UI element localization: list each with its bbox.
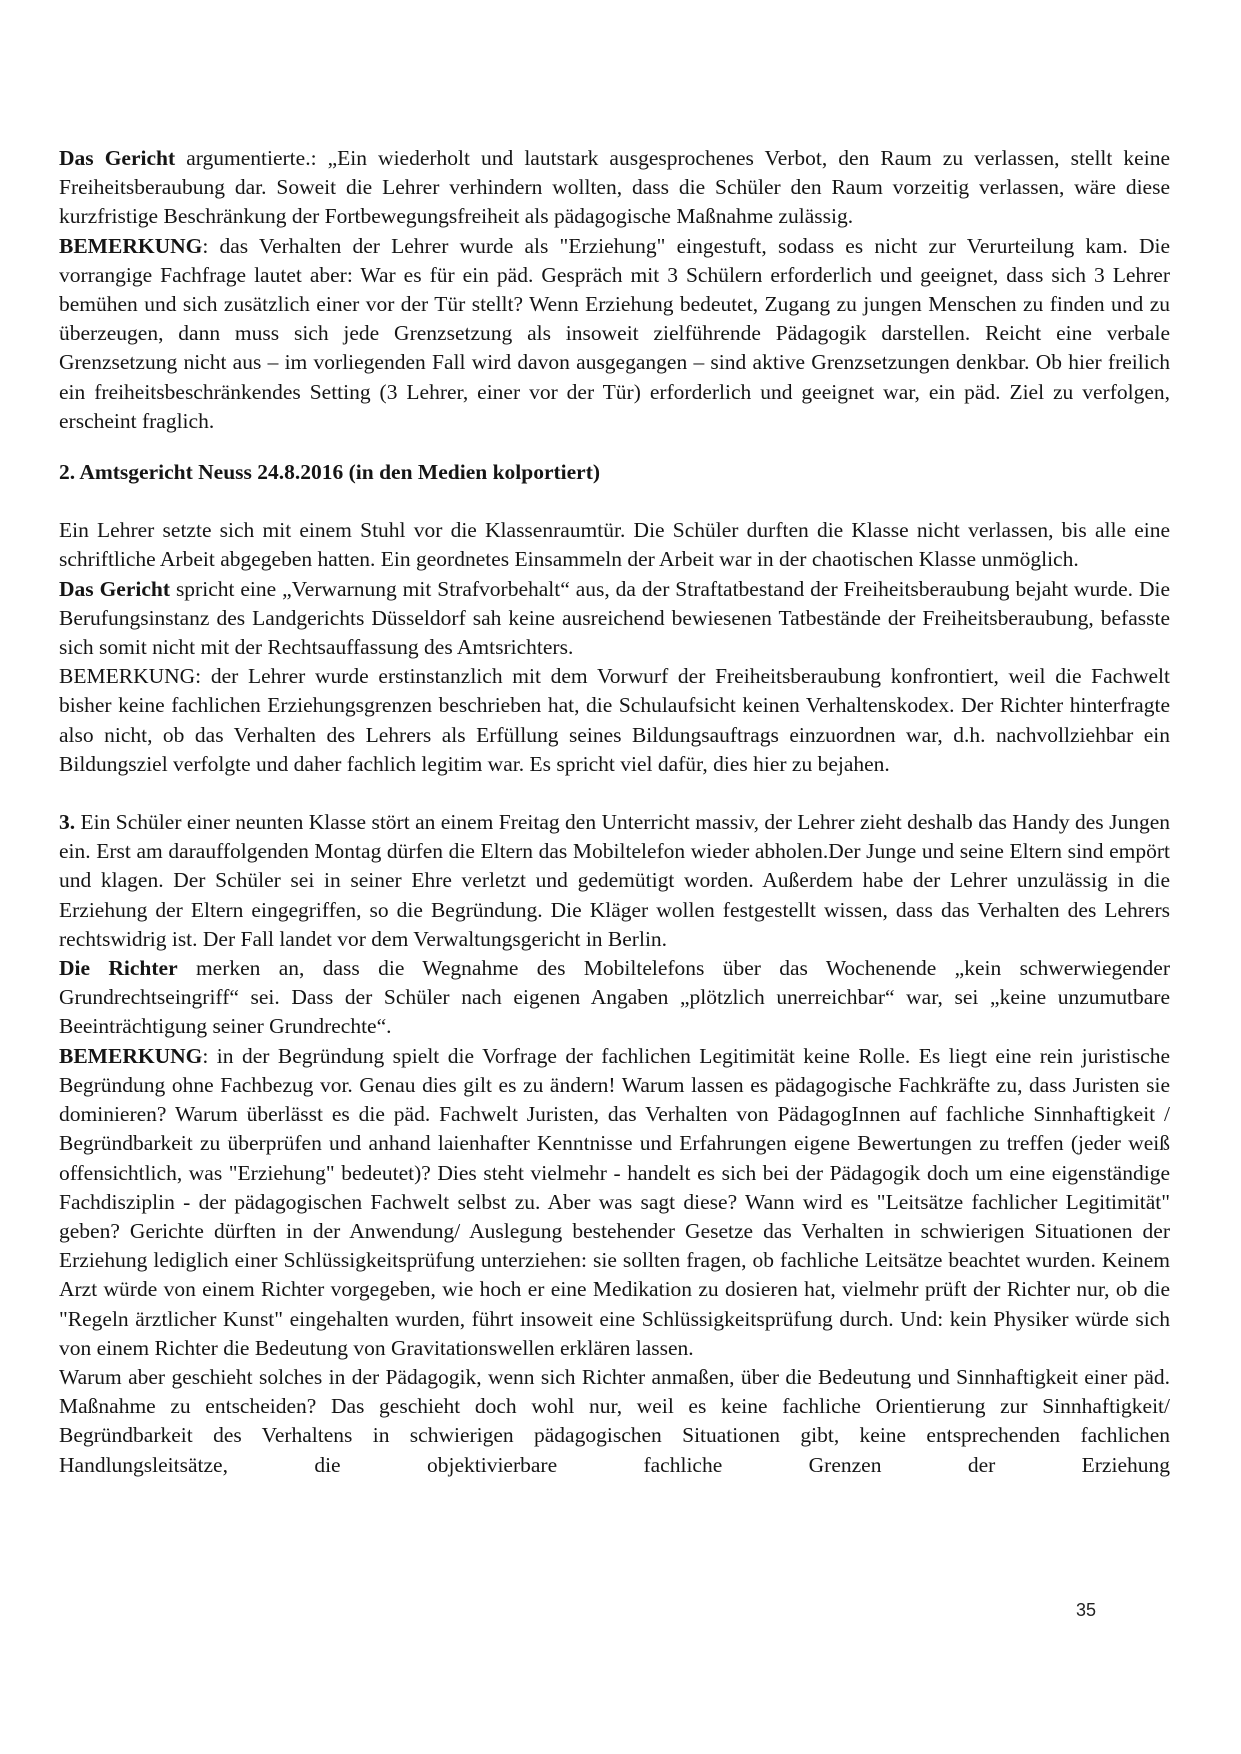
paragraph-text: Warum aber geschieht solches in der Pädagogik, wenn sich Richter anmaßen, über die Bedeutung und Sinnhaftigkeit einer päd. Maßnahme zu entscheiden? Das geschieht doch wohl nur, weil es keine fachliche Orientierung zur Sinnhaftigkeit/ Begründbarkeit des Verhaltens in schwierigen pädagogischen Situationen gibt, keine entsprechenden fachlichen Handlungsleitsätze, die objektivierbare fachliche Grenzen der Erziehung (59, 1364, 1170, 1477)
spacer (59, 436, 1170, 458)
paragraph-text: : in der Begründung spielt die Vorfrage der fachlichen Legitimität keine Rolle. Es liegt eine rein juristische Begründung ohne Fachbezug vor. Genau dies gilt es zu ändern! Warum lassen es pädagogische Fachkräfte zu, dass Juristen sie dominieren? Warum überlässt es die päd. Fachwelt Juristen, das Verhalten von PädagogInnen auf fachliche Sinnhaftigkeit / Begründbarkeit zu überprüfen und anhand laienhafter Kenntnisse und Erfahrungen eigene Bewertungen zu treffen (jeder weiß offensichtlich, was "Erziehung" bedeutet)? Dies steht vielmehr - handelt es sich bei der Pädagogik doch um eine eigenständige Fachdisziplin - der pädagogischen Fachwelt selbst zu. Aber was sagt diese? Wann wird es "Leitsätze fachlicher Legitimität" geben? Gerichte dürften in der Anwendung/ Auslegung bestehender Gesetze das Verhalten in schwierigen Situationen der Erziehung lediglich einer Schlüssigkeitsprüfung unterziehen: sie sollten fragen, ob fachliche Leitsätze beachtet wurden. Keinem Arzt würde von einem Richter vorgegeben, wie hoch er eine Medikation zu dosieren hat, vielmehr prüft der Richter nur, ob die "Regeln ärztlicher Kunst" eingehalten wurden, führt insoweit eine Schlüssigkeitsprüfung durch. Und: kein Physiker würde sich von einem Richter die Bedeutung von Gravitationswellen erklären lassen. (59, 1043, 1170, 1360)
paragraph-remark-1 (59, 232, 1170, 436)
case-number: 3. (59, 810, 76, 835)
paragraph-text: : das Verhalten der Lehrer wurde als "Erziehung" eingestuft, sodass es nicht zur Verurteilung kam. Die vorrangige Fachfrage lautet aber: War es für ein päd. Gespräch mit 3 Schülern erforderlich und geeignet, dass sich 3 Lehrer bemühen und sich zusätzlich einer vor der Tür stellt? Wenn Erziehung bedeutet, Zugang zu jungen Menschen zu finden und zu überzeugen, dann muss sich jede Grenzsetzung als insoweit zielführende Pädagogik darstellen. Reicht eine verbale Grenzsetzung nicht aus – im vorliegenden Fall wird davon ausgegangen – sind aktive Grenzsetzungen denkbar. Ob hier freilich ein freiheitsbeschränkendes Setting (3 Lehrer, einer vor der Tür) erforderlich und geeignet war, ein päd. Ziel zu verfolgen, erscheint fraglich. (59, 233, 1170, 433)
paragraph-judges-3 (59, 954, 1170, 1042)
paragraph-text: spricht eine „Verwarnung mit Strafvorbehalt“ aus, da der Straftatbestand der Freiheitsberaubung bejaht wurde. Die Berufungsinstanz des Landgerichts Düsseldorf sah keine ausreichend bewiesenen Tatbestände der Freiheitsberaubung, befasste sich somit nicht mit der Rechtsauffassung des Amtsrichters. (59, 576, 1170, 660)
paragraph-text: argumentierte.: „Ein wiederholt und lautstark ausgesprochenes Verbot, den Raum zu verlassen, stellt keine Freiheitsberaubung dar. Soweit die Lehrer verhindern wollten, dass die Schüler den Raum vorzeitig verlassen, wäre diese kurzfristige Beschränkung der Fortbewegungsfreiheit als pädagogische Maßnahme zulässig. (59, 146, 1170, 229)
paragraph-case-2 (59, 516, 1170, 574)
paragraph-court-2 (59, 575, 1170, 663)
lead-remark: BEMERKUNG (59, 233, 203, 258)
spacer (59, 779, 1170, 808)
paragraph-text: Ein Lehrer setzte sich mit einem Stuhl vor die Klassenraumtür. Die Schüler durften die Klasse nicht verlassen, bis alle eine schriftliche Arbeit abgegeben hatten. Ein geordnetes Einsammeln der Arbeit war in der chaotischen Klasse unmöglich. (59, 518, 1170, 572)
lead-remark: BEMERKUNG (59, 1043, 203, 1068)
heading-text: 2. Amtsgericht Neuss 24.8.2016 (in den Medien kolportiert) (59, 460, 601, 485)
paragraph-text: Ein Schüler einer neunten Klasse stört an einem Freitag den Unterricht massiv, der Lehrer zieht deshalb das Handy des Jungen ein. Erst am darauffolgenden Montag dürfen die Eltern das Mobiltelefon wieder abholen.Der Junge und seine Eltern sind empört und klagen. Der Schüler sei in seiner Ehre verletzt und gedemütigt worden. Außerdem habe der Lehrer unzulässig in die Erziehung der Eltern eingegriffen, so die Begründung. Die Kläger wollen festgestellt wissen, dass das Verhalten des Lehrers rechtswidrig ist. Der Fall landet vor dem Verwaltungsgericht in Berlin. (59, 810, 1170, 951)
paragraph-text: BEMERKUNG: der Lehrer wurde erstinstanzlich mit dem Vorwurf der Freiheitsberaubung konfrontiert, weil die Fachwelt bisher keine fachlichen Erziehungsgrenzen beschrieben hat, die Schulaufsicht keinen Verhaltenskodex. Der Richter hinterfragte also nicht, ob das Verhalten des Lehrers als Erfüllung seines Bildungsauftrags einzuordnen war, d.h. nachvollziehbar ein Bildungsziel verfolgte und daher fachlich legitim war. Es spricht viel dafür, dies hier zu bejahen. (59, 664, 1170, 776)
paragraph-case-3 (59, 808, 1170, 954)
paragraph-closing (59, 1363, 1170, 1480)
paragraph-text: merken an, dass die Wegnahme des Mobiltelefons über das Wochenende „kein schwerwiegender Grundrechtseingriff“ sei. Dass der Schüler nach eigenen Angaben „plötzlich unerreichbar“ war, sei „keine unzumutbare Beeinträchtigung seiner Grundrechte“. (59, 956, 1170, 1039)
section-heading-2 (59, 458, 1170, 487)
lead-judges: Die Richter (59, 956, 178, 981)
document-body (59, 144, 1170, 1480)
lead-court: Das Gericht (59, 146, 176, 170)
paragraph-court-argument (59, 144, 1170, 232)
page-number: 35 (1076, 1600, 1097, 1620)
spacer (59, 487, 1170, 516)
lead-court: Das Gericht (59, 576, 171, 601)
paragraph-remark-2 (59, 662, 1170, 779)
paragraph-remark-3 (59, 1042, 1170, 1363)
